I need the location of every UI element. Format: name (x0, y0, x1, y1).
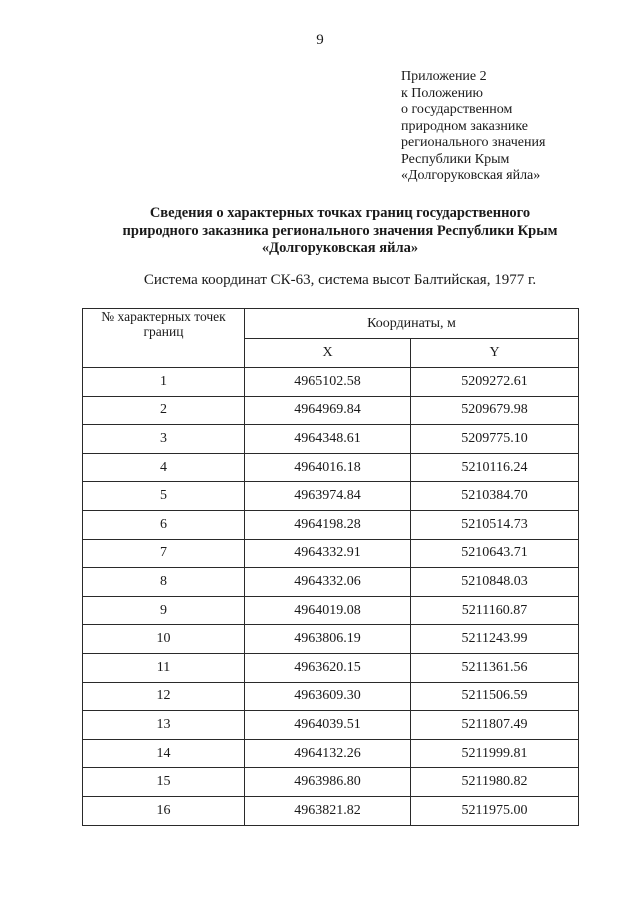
table-row (83, 425, 579, 454)
point-number-cell: 13 (83, 711, 245, 740)
y-coordinate-cell: 5210848.03 (411, 568, 579, 597)
point-number-cell: 8 (83, 568, 245, 597)
appendix-line: о государственном (401, 102, 513, 117)
y-coordinate-cell: 5211807.49 (411, 711, 579, 740)
table-row (83, 568, 579, 597)
title-line: природного заказника регионального значения Республики Крым (122, 222, 558, 239)
y-coordinate-cell: 5211999.81 (411, 739, 579, 768)
x-coordinate-cell: 4963806.19 (245, 625, 411, 654)
y-coordinate-cell: 5209272.61 (411, 368, 579, 397)
table-row (83, 396, 579, 425)
point-number-cell: 7 (83, 539, 245, 568)
document-title (80, 205, 600, 258)
x-coordinate-cell: 4964969.84 (245, 396, 411, 425)
table-body (83, 368, 579, 826)
point-number-cell: 11 (83, 653, 245, 682)
x-coordinate-cell: 4963620.15 (245, 653, 411, 682)
x-coordinate-cell: 4963986.80 (245, 768, 411, 797)
x-coordinate-cell: 4964332.91 (245, 539, 411, 568)
appendix-line: Приложение 2 (401, 69, 487, 84)
appendix-line: «Долгоруковская яйла» (401, 168, 541, 183)
table-row (83, 596, 579, 625)
point-number-cell: 9 (83, 596, 245, 625)
x-coordinate-cell: 4964039.51 (245, 711, 411, 740)
table-row (83, 625, 579, 654)
point-number-cell: 10 (83, 625, 245, 654)
point-number-cell: 1 (83, 368, 245, 397)
y-coordinate-cell: 5211506.59 (411, 682, 579, 711)
header-point-number: № характерных точек границ (83, 309, 245, 368)
y-coordinate-cell: 5210116.24 (411, 453, 579, 482)
x-coordinate-cell: 4963609.30 (245, 682, 411, 711)
x-coordinate-cell: 4964348.61 (245, 425, 411, 454)
appendix-note (401, 69, 545, 185)
x-coordinate-cell: 4964332.06 (245, 568, 411, 597)
x-coordinate-cell: 4964198.28 (245, 510, 411, 539)
header-y: Y (411, 339, 579, 368)
title-line: Сведения о характерных точках границ государственного (149, 205, 531, 221)
table-row (83, 796, 579, 825)
x-coordinate-cell: 4964132.26 (245, 739, 411, 768)
x-coordinate-cell: 4963821.82 (245, 796, 411, 825)
appendix-line: природном заказнике (401, 118, 529, 134)
table-row (83, 368, 579, 397)
header-x: X (245, 339, 411, 368)
point-number-cell: 12 (83, 682, 245, 711)
y-coordinate-cell: 5211975.00 (411, 796, 579, 825)
appendix-line: к Положению (401, 85, 484, 101)
table-row (83, 739, 579, 768)
title-line: «Долгоруковская яйла» (261, 240, 419, 256)
table-row (83, 482, 579, 511)
x-coordinate-cell: 4963974.84 (245, 482, 411, 511)
header-coordinates: Координаты, м (245, 309, 579, 339)
boundary-points-table (82, 308, 579, 826)
appendix-line: Республики Крым (401, 151, 510, 167)
x-coordinate-cell: 4964016.18 (245, 453, 411, 482)
y-coordinate-cell: 5210514.73 (411, 510, 579, 539)
point-number-cell: 14 (83, 739, 245, 768)
point-number-cell: 2 (83, 396, 245, 425)
appendix-line: регионального значения (401, 135, 546, 150)
table-row (83, 768, 579, 797)
point-number-cell: 6 (83, 510, 245, 539)
x-coordinate-cell: 4964019.08 (245, 596, 411, 625)
point-number-cell: 4 (83, 453, 245, 482)
y-coordinate-cell: 5211160.87 (411, 596, 579, 625)
y-coordinate-cell: 5211243.99 (411, 625, 579, 654)
table-row (83, 453, 579, 482)
table-row (83, 539, 579, 568)
point-number-cell: 5 (83, 482, 245, 511)
coordinate-system-note: Система координат СК-63, система высот Балтийская, 1977 г. (143, 272, 537, 288)
y-coordinate-cell: 5211361.56 (411, 653, 579, 682)
point-number-cell: 15 (83, 768, 245, 797)
point-number-cell: 3 (83, 425, 245, 454)
y-coordinate-cell: 5211980.82 (411, 768, 579, 797)
x-coordinate-cell: 4965102.58 (245, 368, 411, 397)
y-coordinate-cell: 5210643.71 (411, 539, 579, 568)
y-coordinate-cell: 5209679.98 (411, 396, 579, 425)
y-coordinate-cell: 5209775.10 (411, 425, 579, 454)
y-coordinate-cell: 5210384.70 (411, 482, 579, 511)
point-number-cell: 16 (83, 796, 245, 825)
page-number: 9 (316, 32, 324, 48)
table-row (83, 682, 579, 711)
table-row (83, 510, 579, 539)
table-row (83, 653, 579, 682)
table-row (83, 711, 579, 740)
